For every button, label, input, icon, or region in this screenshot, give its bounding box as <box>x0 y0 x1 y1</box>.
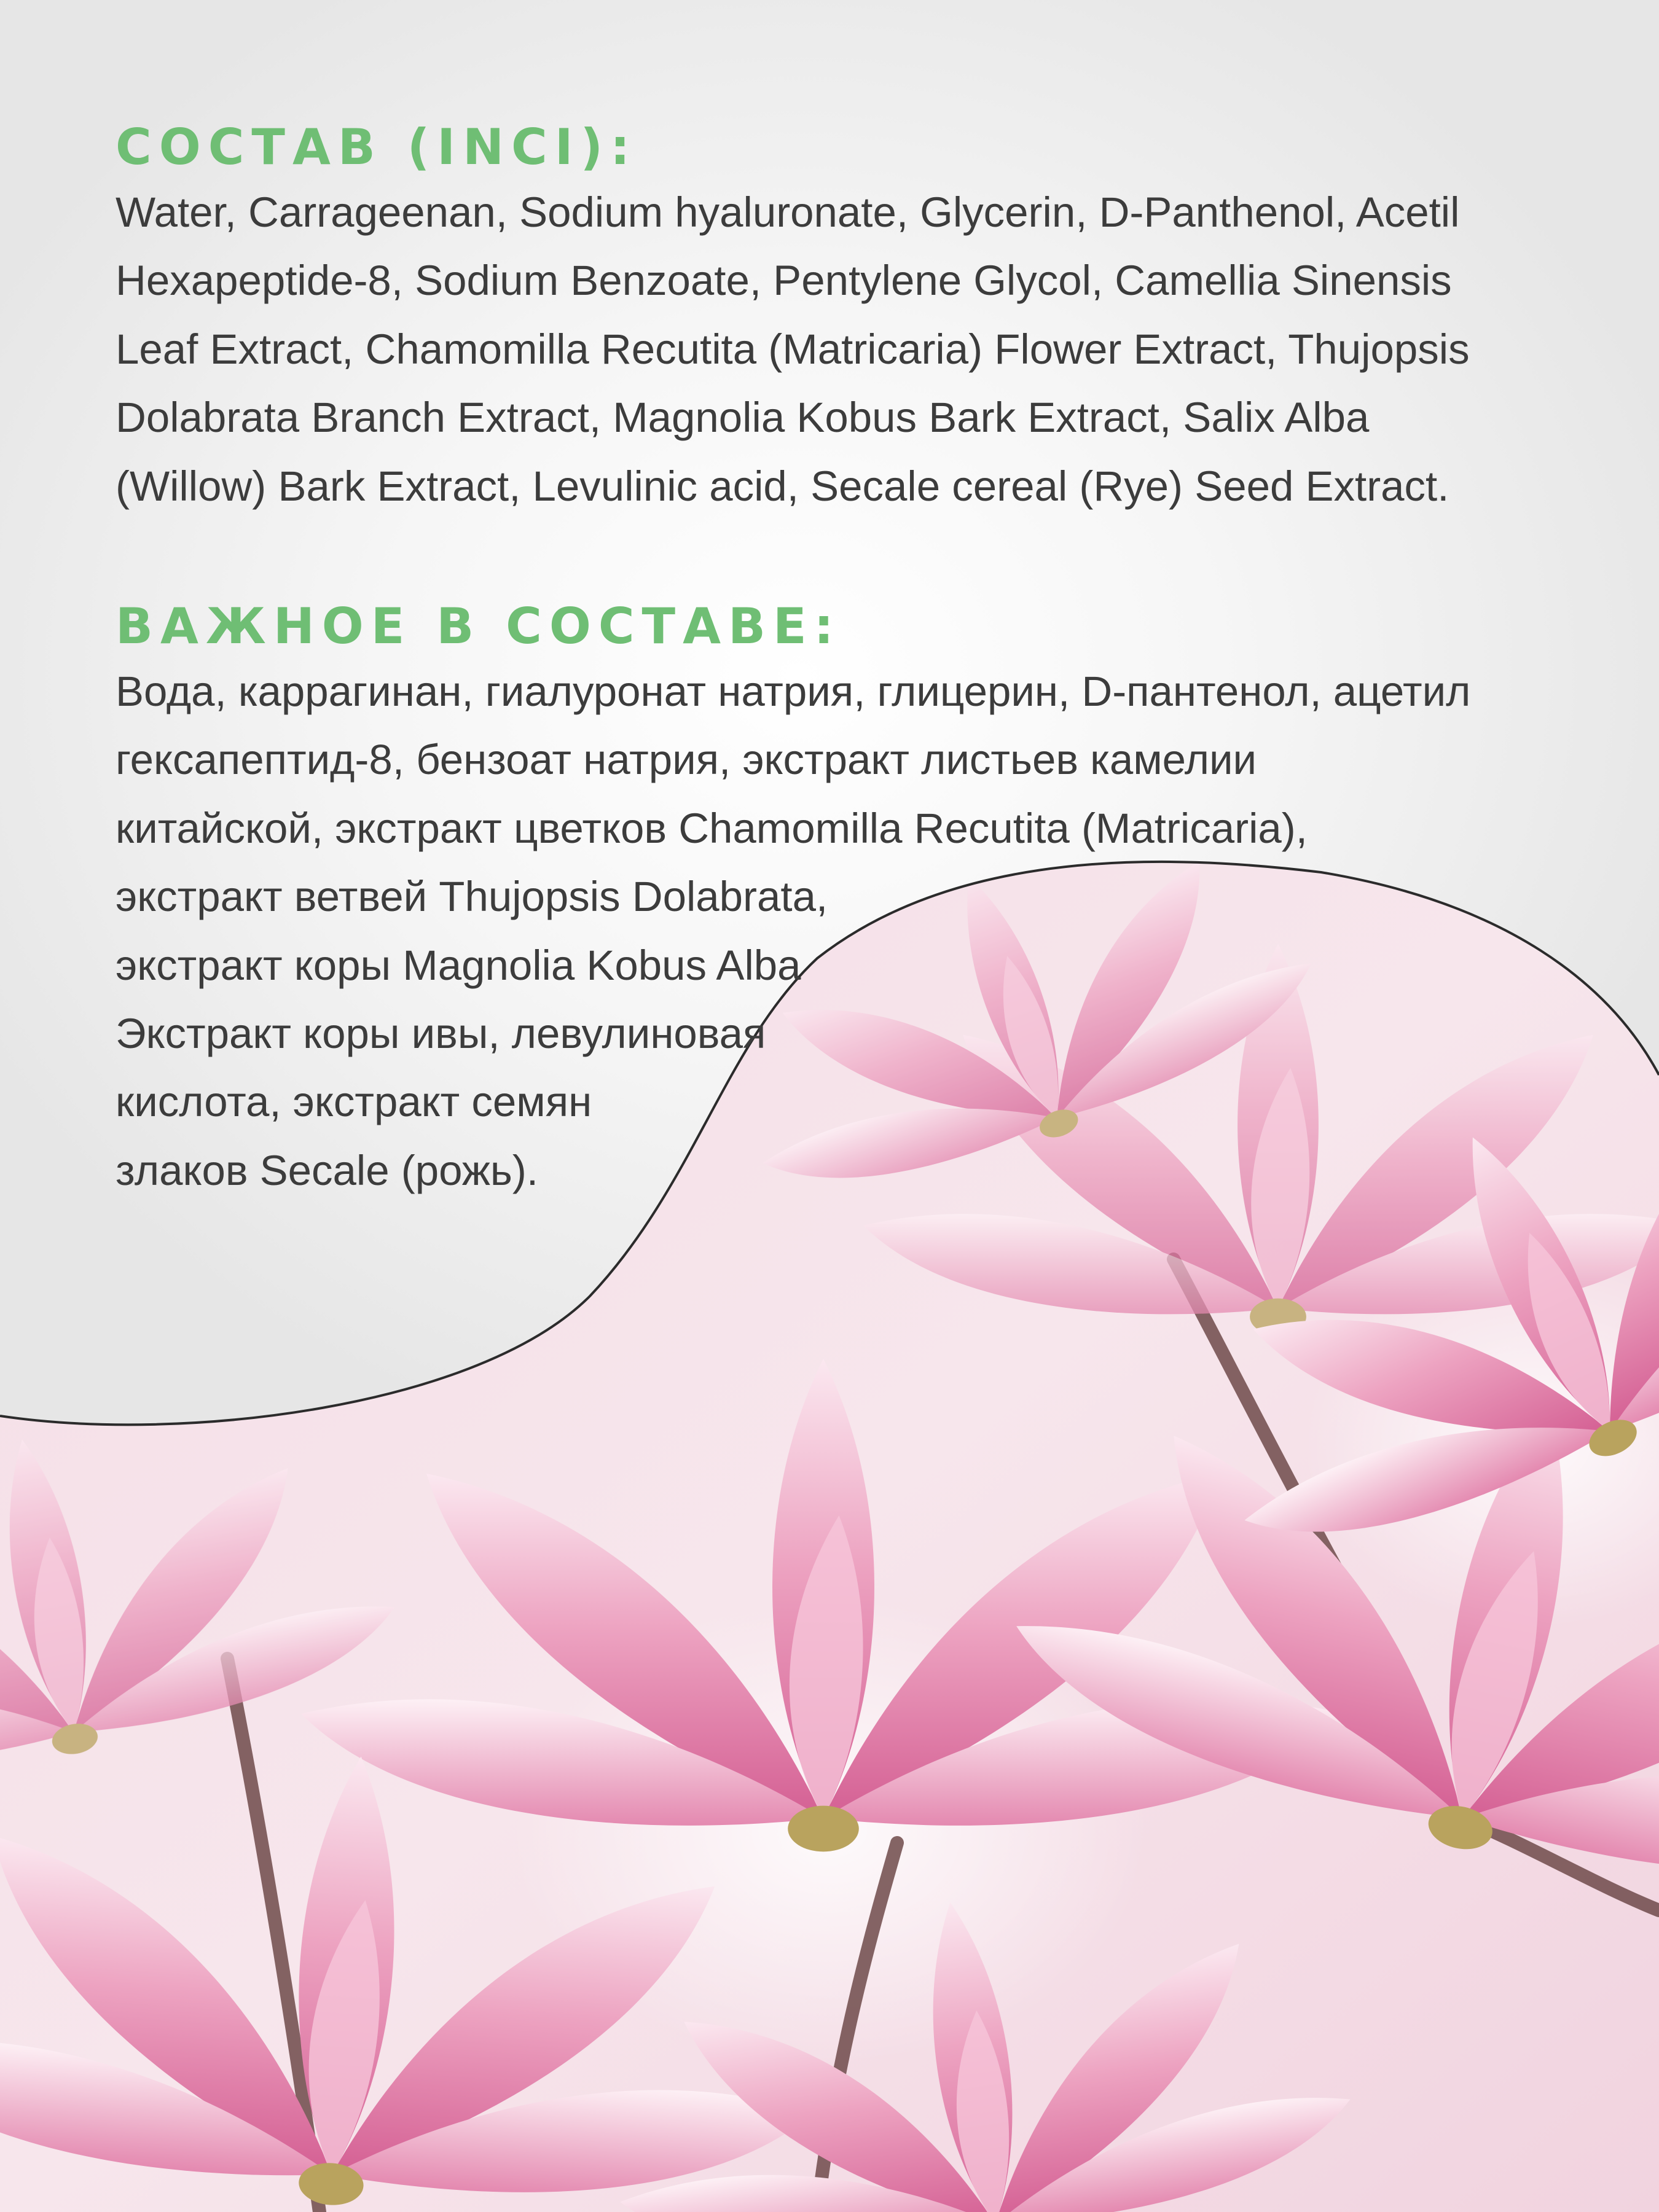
inci-heading: СОСТАВ (INCI): <box>116 119 638 176</box>
inci-line: Leaf Extract, Chamomilla Recutita (Matricaria) Flower Extract, Thujopsis <box>116 325 1470 373</box>
key-ingredients-line: кислота, экстракт семян <box>116 1078 592 1126</box>
inci-line: Water, Carrageenan, Sodium hyaluronate, Glycerin, D-Panthenol, Acetil <box>116 189 1460 236</box>
key-ingredients-line: китайской, экстракт цветков Chamomilla Recutita (Matricaria), <box>116 804 1308 852</box>
inci-line: Dolabrata Branch Extract, Magnolia Kobus Bark Extract, Salix Alba <box>116 394 1370 442</box>
key-ingredients-line: экстракт ветвей Thujopsis Dolabrata, <box>116 873 828 921</box>
inci-line: (Willow) Bark Extract, Levulinic acid, Secale cereal (Rye) Seed Extract. <box>116 462 1449 510</box>
key-ingredients-section <box>116 596 1566 1205</box>
key-ingredients-line: экстракт коры Magnolia Kobus Alba <box>116 941 801 989</box>
key-ingredients-line: Экстракт коры ивы, левулиновая <box>116 1010 766 1058</box>
inci-line: Hexapeptide-8, Sodium Benzoate, Pentylene Glycol, Camellia Sinensis <box>116 257 1452 305</box>
key-ingredients-heading: ВАЖНОЕ В СОСТАВЕ: <box>116 598 841 655</box>
key-ingredients-line: Вода, каррагинан, гиалуронат натрия, глицерин, D-пантенол, ацетил <box>116 668 1471 715</box>
key-ingredients-line: гексапептид-8, бензоат натрия, экстракт листьев камелии <box>116 736 1257 784</box>
key-ingredients-line: злаков Secale (рожь). <box>116 1146 539 1194</box>
inci-composition-section <box>116 117 1566 520</box>
